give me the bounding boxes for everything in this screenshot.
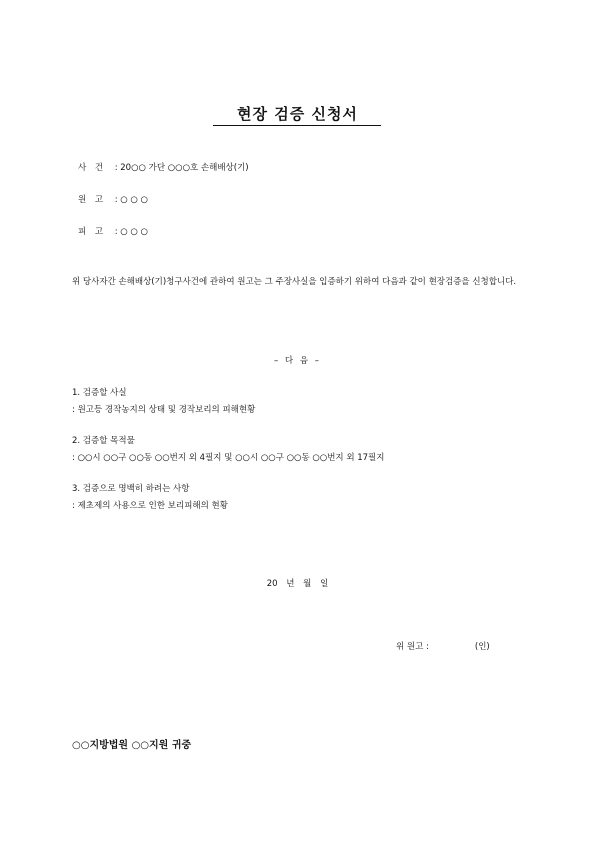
document-title: 현장 검증 신청서 xyxy=(237,105,358,123)
case-label: 사 건 xyxy=(78,163,107,173)
item-3-detail: : 제초제의 사용으로 인한 보리피해의 현황 xyxy=(72,501,228,511)
signature-line xyxy=(396,640,490,652)
seal-mark: (인) xyxy=(474,642,490,652)
item-3-heading: 3. 검증으로 명백히 하려는 사항 xyxy=(72,484,190,494)
title-underline xyxy=(213,125,381,126)
plaintiff-value: : ○ ○ ○ xyxy=(114,195,148,205)
defendant-line xyxy=(78,226,148,238)
defendant-label: 피 고 xyxy=(78,227,107,237)
item-1-detail: : 원고등 경작농지의 상태 및 경작보리의 피해현황 xyxy=(72,405,256,415)
case-value: : 20○○ 가단 ○○○호 손해배상(기) xyxy=(114,163,249,173)
court-addressee: ○○지방법원 ○○지원 귀중 xyxy=(72,740,192,751)
plaintiff-line xyxy=(78,194,148,206)
item-2-detail: : ○○시 ○○구 ○○동 ○○번지 외 4필지 및 ○○시 ○○구 ○○동 ○○번지 외 17필지 xyxy=(72,453,385,463)
item-2-heading: 2. 검증할 목적물 xyxy=(72,436,135,446)
next-heading: – 다 음 – xyxy=(273,356,322,366)
date-line: 20 년 월 일 xyxy=(266,579,329,589)
plaintiff-label: 원 고 xyxy=(78,195,107,205)
signature-label: 위 원고 : xyxy=(396,642,429,652)
item-1-heading: 1. 검증할 사실 xyxy=(72,388,127,398)
defendant-value: : ○ ○ ○ xyxy=(114,227,148,237)
body-paragraph: 위 당사자간 손해배상(기)청구사건에 관하여 원고는 그 주장사실을 입증하기 위하여 다음과 같이 현장검증을 신청합니다. xyxy=(72,277,517,287)
case-line xyxy=(78,162,249,174)
